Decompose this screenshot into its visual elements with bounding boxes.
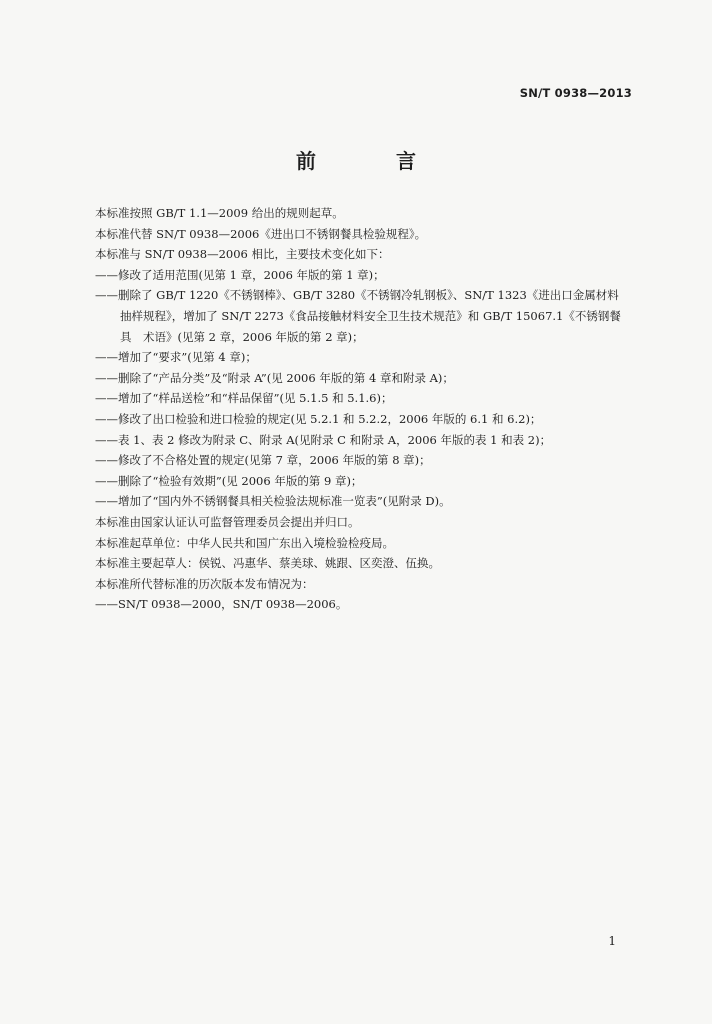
page-number: 1 <box>608 934 616 948</box>
text-line: ——删除了 GB/T 1220《不锈钢棒》、GB/T 3280《不锈钢冷轧钢板》、SN/T 1323《进出口金属材料 <box>95 288 619 303</box>
text-line: ——修改了不合格处置的规定(见第 7 章，2006 年版的第 8 章)； <box>95 453 431 468</box>
text-line: ——删除了“检验有效期”(见 2006 年版的第 9 章)； <box>95 473 363 488</box>
text-line: ——删除了“产品分类”及“附录 A”(见 2006 年版的第 4 章和附录 A)； <box>95 370 454 385</box>
text-line: 本标准与 SN/T 0938—2006 相比，主要技术变化如下： <box>95 247 390 262</box>
text-line: 本标准代替 SN/T 0938—2006《进出口不锈钢餐具检验规程》。 <box>95 226 427 241</box>
text-line: 本标准由国家认证认可监督管理委员会提出并归口。 <box>95 514 360 529</box>
text-line: ——修改了适用范围(见第 1 章，2006 年版的第 1 章)； <box>95 267 385 282</box>
page-title: 前 言 <box>296 149 446 173</box>
text-line: 本标准按照 GB/T 1.1—2009 给出的规则起草。 <box>95 206 344 220</box>
text-line: ——增加了“要求”(见第 4 章)； <box>95 350 257 365</box>
text-line: 本标准所代替标准的历次版本发布情况为： <box>95 576 314 591</box>
text-line: 具 术语》(见第 2 章，2006 年版的第 2 章)； <box>120 329 364 344</box>
text-line: 本标准主要起草人：侯锐、冯惠华、蔡美球、姚跟、区奕澄、伍换。 <box>95 556 440 571</box>
text-line: ——增加了“样品送检”和“样品保留”(见 5.1.5 和 5.1.6)； <box>95 391 393 406</box>
text-line: 抽样规程》，增加了 SN/T 2273《食品接触材料安全卫生技术规范》和 GB/T 15067.1《不锈钢餐 <box>120 308 621 323</box>
text-line: ——修改了出口检验和进口检验的规定(见 5.2.1 和 5.2.2，2006 年版的 6.1 和 6.2)； <box>95 411 542 426</box>
text-line: 本标准起草单位：中华人民共和国广东出入境检验检疫局。 <box>95 535 394 550</box>
foreword-body <box>95 203 640 615</box>
standard-code: SN/T 0938—2013 <box>519 86 632 100</box>
text-line: ——表 1、表 2 修改为附录 C、附录 A(见附录 C 和附录 A，2006 年版的表 1 和表 2)； <box>95 432 552 447</box>
text-line: ——增加了“国内外不锈钢餐具相关检验法规标准一览表”(见附录 D)。 <box>95 494 451 509</box>
text-line: ——SN/T 0938—2000，SN/T 0938—2006。 <box>95 597 348 612</box>
